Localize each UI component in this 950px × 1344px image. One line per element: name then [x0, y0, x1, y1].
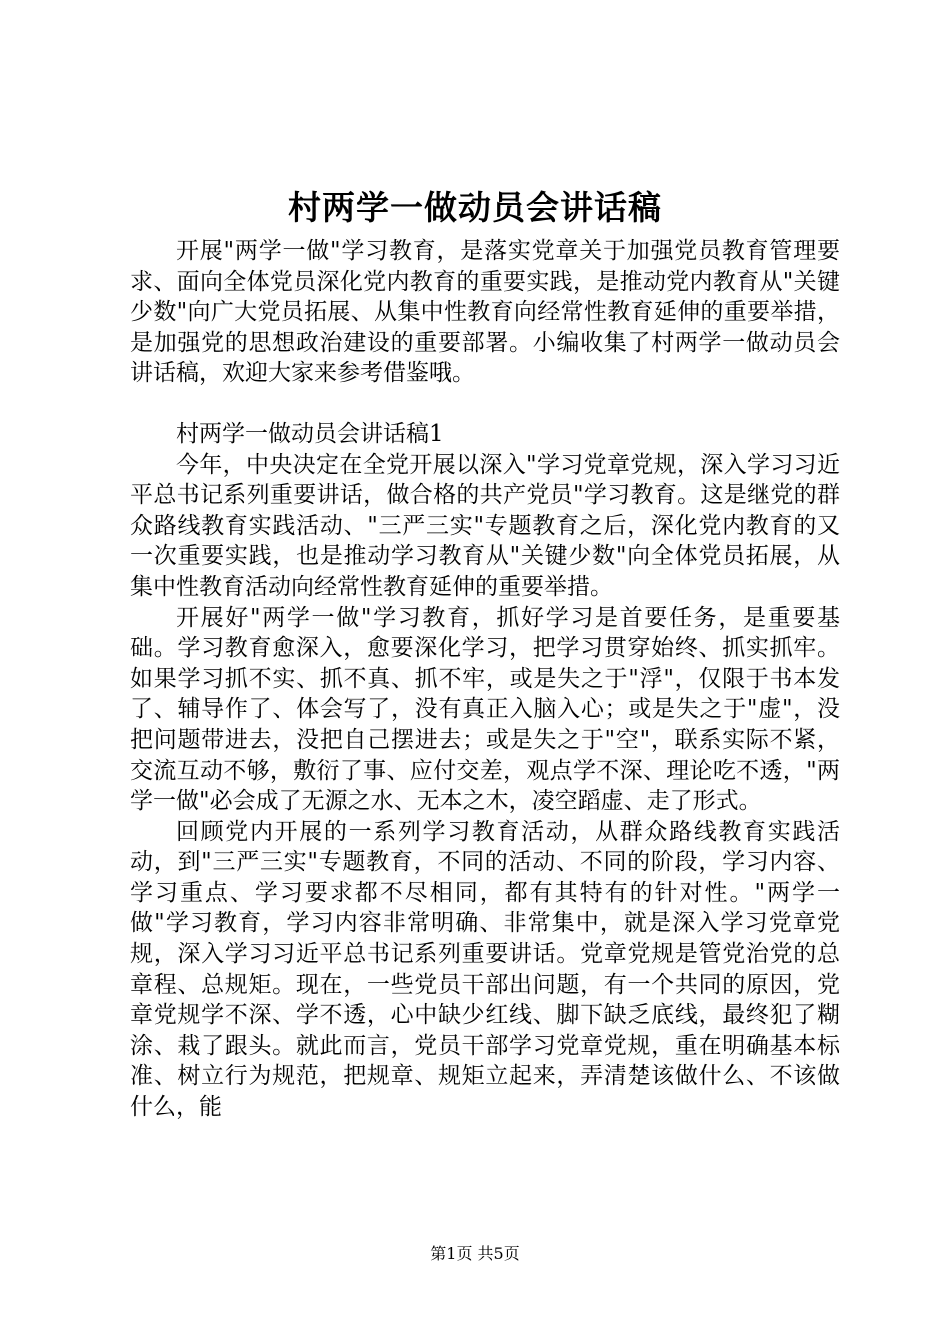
document-title: 村两学一做动员会讲话稿 [288, 188, 662, 227]
body-paragraph: 今年，中央决定在全党开展以深入"学习党章党规，深入学习习近平总书记系列重要讲话，做合格的共产党员"学习教育。这是继党的群众路线教育实践活动、"三严三实"专题教育之后，深化党内教育的又一次重要实践，也是推动学习教育从"关键少数"向全体党员拓展，从集中性教育活动向经常性教育延伸的重要举措。 [130, 451, 840, 600]
page-footer: 第1页 共5页 [430, 1244, 520, 1263]
document-body [130, 236, 840, 1123]
section-heading: 村两学一做动员会讲话稿1 [176, 420, 444, 447]
body-paragraph: 开展好"两学一做"学习教育，抓好学习是首要任务，是重要基础。学习教育愈深入，愈要深化学习，把学习贯穿始终、抓实抓牢。如果学习抓不实、抓不真、抓不牢，或是失之于"浮"，仅限于书本发了、辅导作了、体会写了，没有真正入脑入心；或是失之于"虚"，没把问题带进去，没把自己摆进去；或是失之于"空"，联系实际不紧，交流互动不够，敷衍了事、应付交差，观点学不深、理论吃不透，"两学一做"必会成了无源之水、无本之木，凌空蹈虚、走了形式。 [130, 604, 840, 815]
intro-paragraph: 开展"两学一做"学习教育，是落实党章关于加强党员教育管理要求、面向全体党员深化党内教育的重要实践，是推动党内教育从"关键少数"向广大党员拓展、从集中性教育向经常性教育延伸的重要举措，是加强党的思想政治建设的重要部署。小编收集了村两学一做动员会讲话稿，欢迎大家来参考借鉴哦。 [130, 238, 840, 387]
body-paragraph: 回顾党内开展的一系列学习教育活动，从群众路线教育实践活动，到"三严三实"专题教育，不同的活动、不同的阶段，学习内容、学习重点、学习要求都不尽相同，都有其特有的针对性。"两学一做"学习教育，学习内容非常明确、非常集中，就是深入学习党章党规，深入学习习近平总书记系列重要讲话。党章党规是管党治党的总章程、总规矩。现在，一些党员干部出问题，有一个共同的原因，党章党规学不深、学不透，心中缺少红线、脚下缺乏底线，最终犯了糊涂、栽了跟头。就此而言，党员干部学习党章党规，重在明确基本标准、树立行为规范，把规章、规矩立起来，弄清楚该做什么、不该做什么，能 [130, 818, 840, 1121]
